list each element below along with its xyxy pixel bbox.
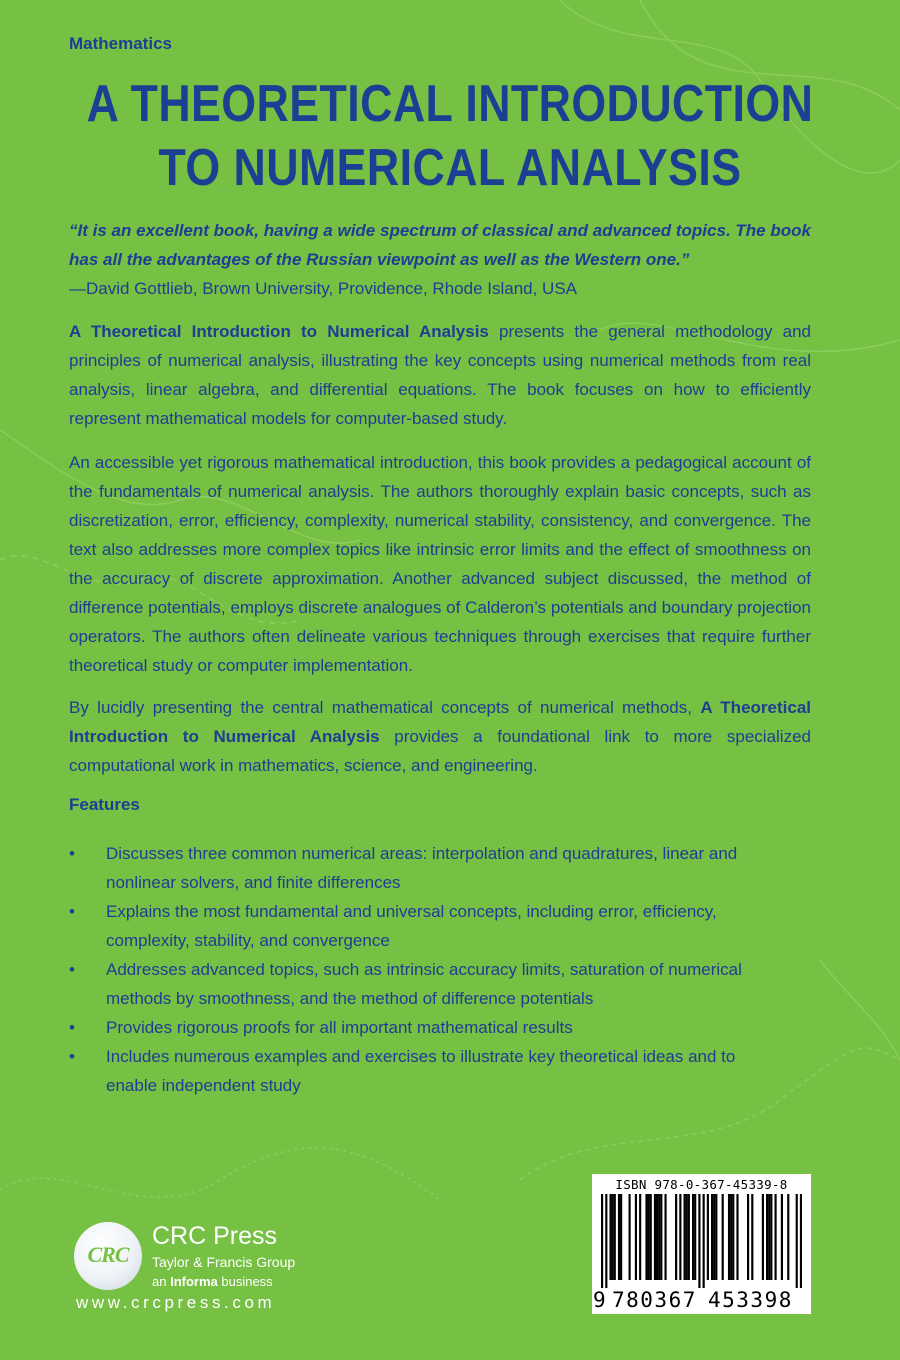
barcode-bar <box>703 1194 705 1288</box>
barcode-bar <box>698 1194 700 1288</box>
feature-item <box>69 955 776 1013</box>
barcode-bar <box>679 1194 681 1280</box>
publisher-business <box>152 1274 273 1289</box>
publisher-website: www.crcpress.com <box>76 1293 276 1312</box>
barcode-bar <box>675 1194 677 1280</box>
barcode-bar <box>762 1194 764 1280</box>
barcode-bar <box>707 1194 709 1280</box>
feature-item <box>69 1042 776 1100</box>
barcode-digits-left: 780367 <box>612 1288 697 1312</box>
feature-text: Discusses three common numerical areas: interpolation and quadratures, linear and nonlinear solvers, and finite differences <box>106 844 738 892</box>
description-paragraph-3 <box>69 693 811 780</box>
description-paragraph-3-end: provides a foundational link to more specialized computational work in mathematics, science, and engineering. <box>69 727 811 775</box>
barcode-bar <box>601 1194 603 1288</box>
description-paragraph-1-text: presents the general methodology and principles of numerical analysis, illustrating the key concepts using numerical methods from real analysis, linear algebra, and differential equations. The book focuses on how to efficiently represent mathematical models for computer-based study. <box>69 322 811 428</box>
barcode-bar <box>645 1194 647 1280</box>
barcode-digits-right: 453398 <box>708 1288 793 1312</box>
barcode-bar <box>711 1194 713 1280</box>
barcode-bar <box>639 1194 641 1280</box>
barcode-bar <box>747 1194 749 1280</box>
feature-item <box>69 897 776 955</box>
feature-text: Explains the most fundamental and universal concepts, including error, efficiency, complexity, stability, and convergence <box>106 902 717 950</box>
bullet: • <box>69 902 75 921</box>
barcode-bar <box>692 1194 694 1280</box>
barcode-bar <box>736 1194 738 1280</box>
feature-text: Includes numerous examples and exercises to illustrate key theoretical ideas and to enable independent study <box>106 1047 736 1095</box>
business-bold: Informa <box>170 1274 218 1289</box>
book-title-inline: A Theoretical Introduction to Numerical Analysis <box>69 698 811 746</box>
bullet: • <box>69 960 75 979</box>
endorsement-quote: “It is an excellent book, having a wide spectrum of classical and advanced topics. The book has all the advantages of the Russian viewpoint as well as the Western one.” <box>69 221 811 269</box>
description-paragraph-1 <box>69 317 811 433</box>
barcode-bar <box>656 1194 658 1280</box>
description-paragraph-2: An accessible yet rigorous mathematical introduction, this book provides a pedagogical account of the fundamentals of numerical analysis. The authors thoroughly explain basic concepts, such as discretization, error, efficiency, complexity, numerical stability, consistency, and convergence. The text also addresses more complex topics like intrinsic error limits and the effect of smoothness on the accuracy of discrete approximation. Another advanced subject discussed, the method of difference potentials, employs discrete analogues of Calderon’s potentials and boundary projection operators. The authors often delineate various techniques through exercises that require further theoretical study or computer implementation. <box>69 453 811 675</box>
barcode-bar <box>648 1194 650 1280</box>
barcode-bar <box>686 1194 688 1280</box>
feature-item <box>69 1013 776 1042</box>
endorsement-attribution: —David Gottlieb, Brown University, Providence, Rhode Island, USA <box>69 279 578 298</box>
bullet: • <box>69 1018 75 1037</box>
book-title-line-1: A THEORETICAL INTRODUCTION <box>86 75 814 133</box>
barcode-bar <box>766 1194 768 1280</box>
barcode-bar <box>774 1194 776 1280</box>
barcode-bar <box>713 1194 715 1280</box>
barcode-bar <box>664 1194 666 1280</box>
bullet: • <box>69 844 75 863</box>
barcode-bars <box>601 1194 802 1288</box>
crc-logo-icon <box>74 1222 142 1290</box>
barcode-digit-first: 9 <box>593 1288 606 1312</box>
crc-logo-text: CRC <box>87 1242 129 1267</box>
book-title <box>63 72 837 200</box>
barcode-bar <box>618 1194 620 1280</box>
book-title-inline: A Theoretical Introduction to Numerical Analysis <box>69 322 489 341</box>
feature-text: Provides rigorous proofs for all important mathematical results <box>106 1018 573 1037</box>
barcode-bar <box>770 1194 772 1280</box>
category-label: Mathematics <box>69 34 172 53</box>
isbn-barcode <box>592 1174 811 1314</box>
barcode-bar <box>730 1194 732 1280</box>
barcode-bar <box>654 1194 656 1280</box>
barcode-bar <box>609 1194 611 1280</box>
publisher-group: Taylor & Francis Group <box>152 1254 296 1270</box>
barcode-bar <box>781 1194 783 1280</box>
business-suffix: business <box>217 1274 273 1289</box>
barcode-bar <box>629 1194 631 1280</box>
features-heading: Features <box>69 795 140 814</box>
barcode-bar <box>722 1194 724 1280</box>
bullet: • <box>69 1047 75 1066</box>
barcode-bar <box>605 1194 607 1288</box>
feature-item <box>69 839 776 897</box>
feature-text: Addresses advanced topics, such as intrinsic accuracy limits, saturation of numerical methods by smoothness, and the method of difference potentials <box>106 960 742 1008</box>
barcode-bar <box>650 1194 652 1280</box>
barcode-bar <box>787 1194 789 1280</box>
barcode-bar <box>796 1194 798 1288</box>
barcode-bar <box>612 1194 614 1280</box>
isbn-label: ISBN 978-0-367-45339-8 <box>615 1177 788 1192</box>
barcode-bar <box>732 1194 734 1280</box>
barcode-bar <box>728 1194 730 1280</box>
barcode-bar <box>751 1194 753 1280</box>
publisher-name: CRC Press <box>152 1222 278 1250</box>
description-paragraph-3-start: By lucidly presenting the central mathematical concepts of numerical methods, <box>69 698 701 717</box>
barcode-bar <box>658 1194 660 1280</box>
barcode-bar <box>715 1194 717 1280</box>
business-prefix: an <box>152 1274 171 1289</box>
book-title-line-2: TO NUMERICAL ANALYSIS <box>158 139 742 197</box>
barcode-bar <box>660 1194 662 1280</box>
features-list <box>69 839 811 1100</box>
barcode-bar <box>684 1194 686 1280</box>
barcode-bar <box>800 1194 802 1288</box>
barcode-bar <box>694 1194 696 1280</box>
barcode-bar <box>620 1194 622 1280</box>
barcode-bar <box>688 1194 690 1280</box>
barcode-bar <box>768 1194 770 1280</box>
barcode-bar <box>635 1194 637 1280</box>
barcode-bar <box>614 1194 616 1280</box>
